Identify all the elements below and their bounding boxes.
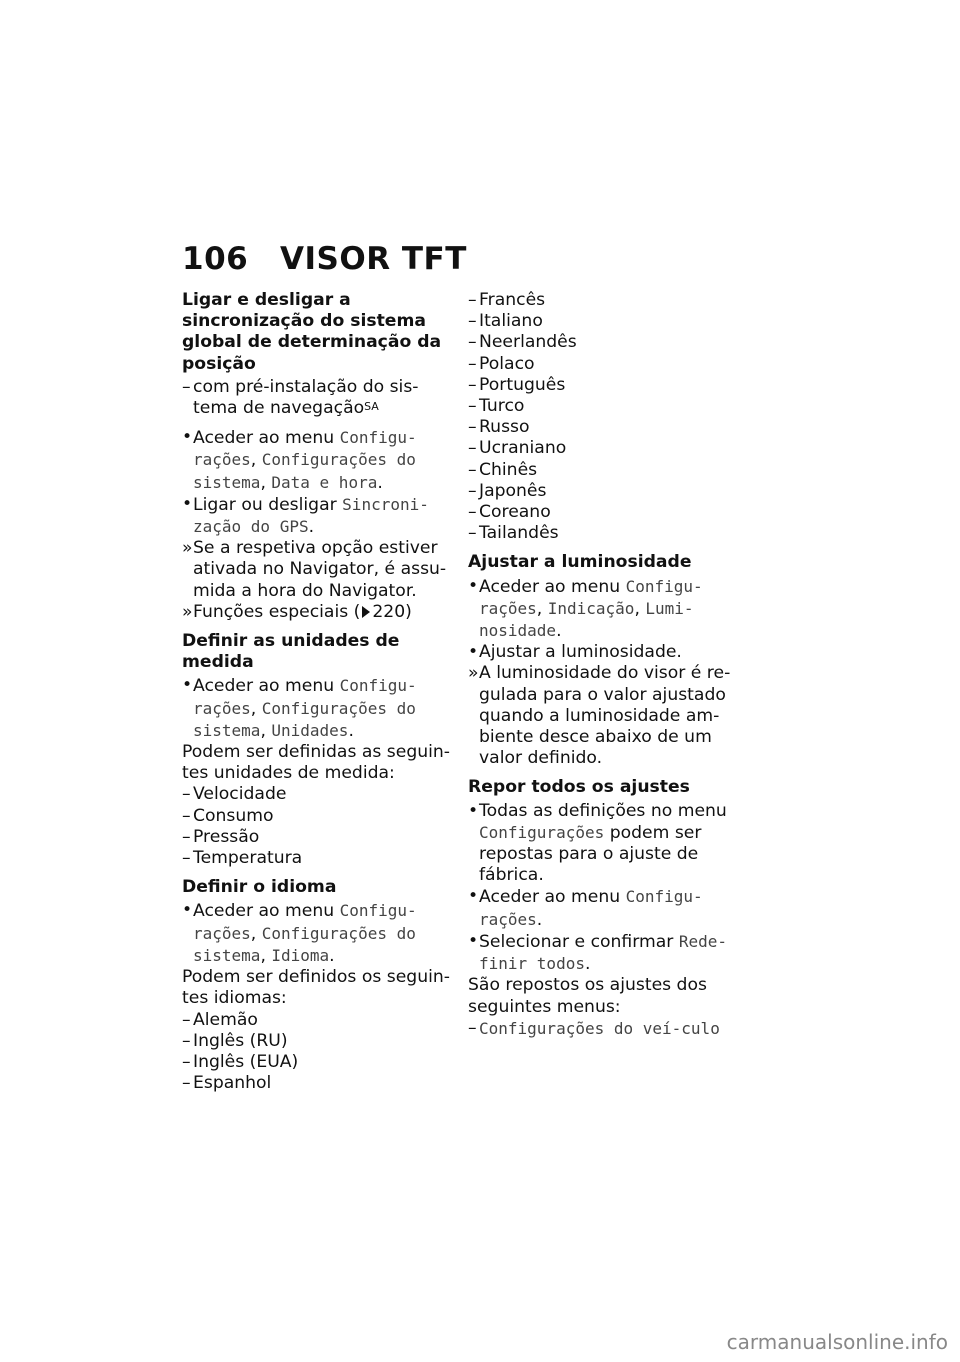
menu-path: Configu-rações (479, 576, 703, 618)
step-item: • Aceder ao menu Configu-rações, Configurações do sistema, Data e hora. (182, 427, 417, 493)
section-title-language: Definir o idioma (182, 877, 337, 898)
step-item: • Aceder ao menu Configu-rações, Configurações do sistema, Idioma. (182, 900, 417, 966)
page-title: VISOR TFT (280, 241, 467, 277)
menu-path: Configu-rações (193, 428, 417, 470)
menu-path: Indicação (547, 598, 635, 618)
right-column (468, 290, 738, 1040)
menu-path: Rede-finir todos (479, 931, 727, 974)
menu-path: Configu-rações (193, 676, 417, 718)
menu-path: Unidades (271, 720, 349, 740)
step-item: • Todas as definições no menu Configurações podem ser repostas para o ajuste de fábrica. (468, 800, 727, 886)
menu-path: Sincroni-zação do GPS (193, 494, 429, 537)
list-item: – Inglês (EUA) (182, 1051, 299, 1072)
list-item: – Espanhol (182, 1073, 272, 1094)
menu-path: Configu-rações (193, 901, 417, 943)
list-item: – Pressão (182, 826, 260, 847)
menu-path: Configu-rações (479, 887, 703, 929)
list-item: – Chinês (468, 459, 538, 480)
sa-superscript: SA (364, 400, 379, 414)
paragraph: Podem ser definidas as seguin-tes unidades de medida: (182, 742, 451, 784)
list-item: – Tailandês (468, 523, 559, 544)
list-item: – Russo (468, 417, 530, 438)
menu-path: Configurações do sistema (193, 923, 416, 965)
reference-arrow-icon (362, 606, 370, 618)
menu-path: Configurações (479, 822, 605, 842)
list-item: – Turco (468, 396, 525, 417)
step-item: • Aceder ao menu Configu-rações, Indicação, Lumi-nosidade. (468, 575, 703, 642)
list-item: – Temperatura (182, 848, 303, 869)
section-title-gps-sync: Ligar e desligar a sincronização do sistema global de determinação da posição (182, 290, 442, 374)
page-header (182, 241, 467, 277)
list-item: – Alemão (182, 1009, 258, 1030)
section-title-units: Definir as unidades de medida (182, 631, 400, 673)
step-item: • Ligar ou desligar Sincroni-zação do GPS. (182, 493, 429, 538)
menu-path: Lumi-nosidade (479, 598, 694, 641)
section-title-reset: Repor todos os ajustes (468, 777, 690, 798)
page-number: 106 (182, 241, 249, 277)
menu-path: Configurações do sistema (193, 450, 416, 492)
result-item: » A luminosidade do visor é re-gulada para o valor ajustado quando a luminosidade am-biente desce abaixo de um valor definido. (468, 663, 731, 769)
watermark: carmanualsonline.info (726, 1330, 948, 1354)
step-item: • Ajustar a luminosidade. (468, 642, 682, 663)
list-item: – Configurações do veí-culo (468, 1017, 720, 1038)
list-item: – Consumo (182, 805, 274, 826)
menu-path: Configurações do veí-culo (479, 1018, 720, 1038)
list-item: – Coreano (468, 502, 551, 523)
list-item: – Ucraniano (468, 438, 567, 459)
list-item: – Neerlandês (468, 332, 577, 353)
result-item: » Se a respetiva opção estiver ativada no Navigator, é assu-mida a hora do Navigator. (182, 538, 447, 601)
list-item: – Francês (468, 290, 546, 310)
step-item: • Aceder ao menu Configu-rações, Configurações do sistema, Unidades. (182, 675, 417, 741)
list-item: – Inglês (RU) (182, 1030, 288, 1051)
result-item: » Funções especiais ( 220) (182, 601, 412, 622)
left-column (182, 290, 457, 1094)
list-item: – Japonês (468, 480, 547, 501)
list-item: – Português (468, 374, 566, 395)
menu-path: Configurações do sistema (193, 698, 416, 740)
section-title-brightness: Ajustar a luminosidade (468, 552, 692, 573)
page-reference-link[interactable]: 220) (372, 601, 412, 622)
paragraph: São repostos os ajustes dos seguintes menus: (468, 975, 707, 1017)
list-item: – Italiano (468, 311, 543, 332)
list-item: – Velocidade (182, 784, 287, 805)
list-item: – Polaco (468, 353, 535, 374)
condition-item: – com pré-instalação do sis-tema de navegação$^{SA}$ (182, 376, 419, 419)
menu-path: Idioma (271, 945, 330, 965)
paragraph: Podem ser definidos os seguin-tes idiomas: (182, 967, 450, 1009)
menu-path: Data e hora (271, 472, 378, 492)
step-item: • Selecionar e confirmar Rede-finir todos. (468, 930, 727, 975)
step-item: • Aceder ao menu Configu-rações. (468, 886, 703, 930)
